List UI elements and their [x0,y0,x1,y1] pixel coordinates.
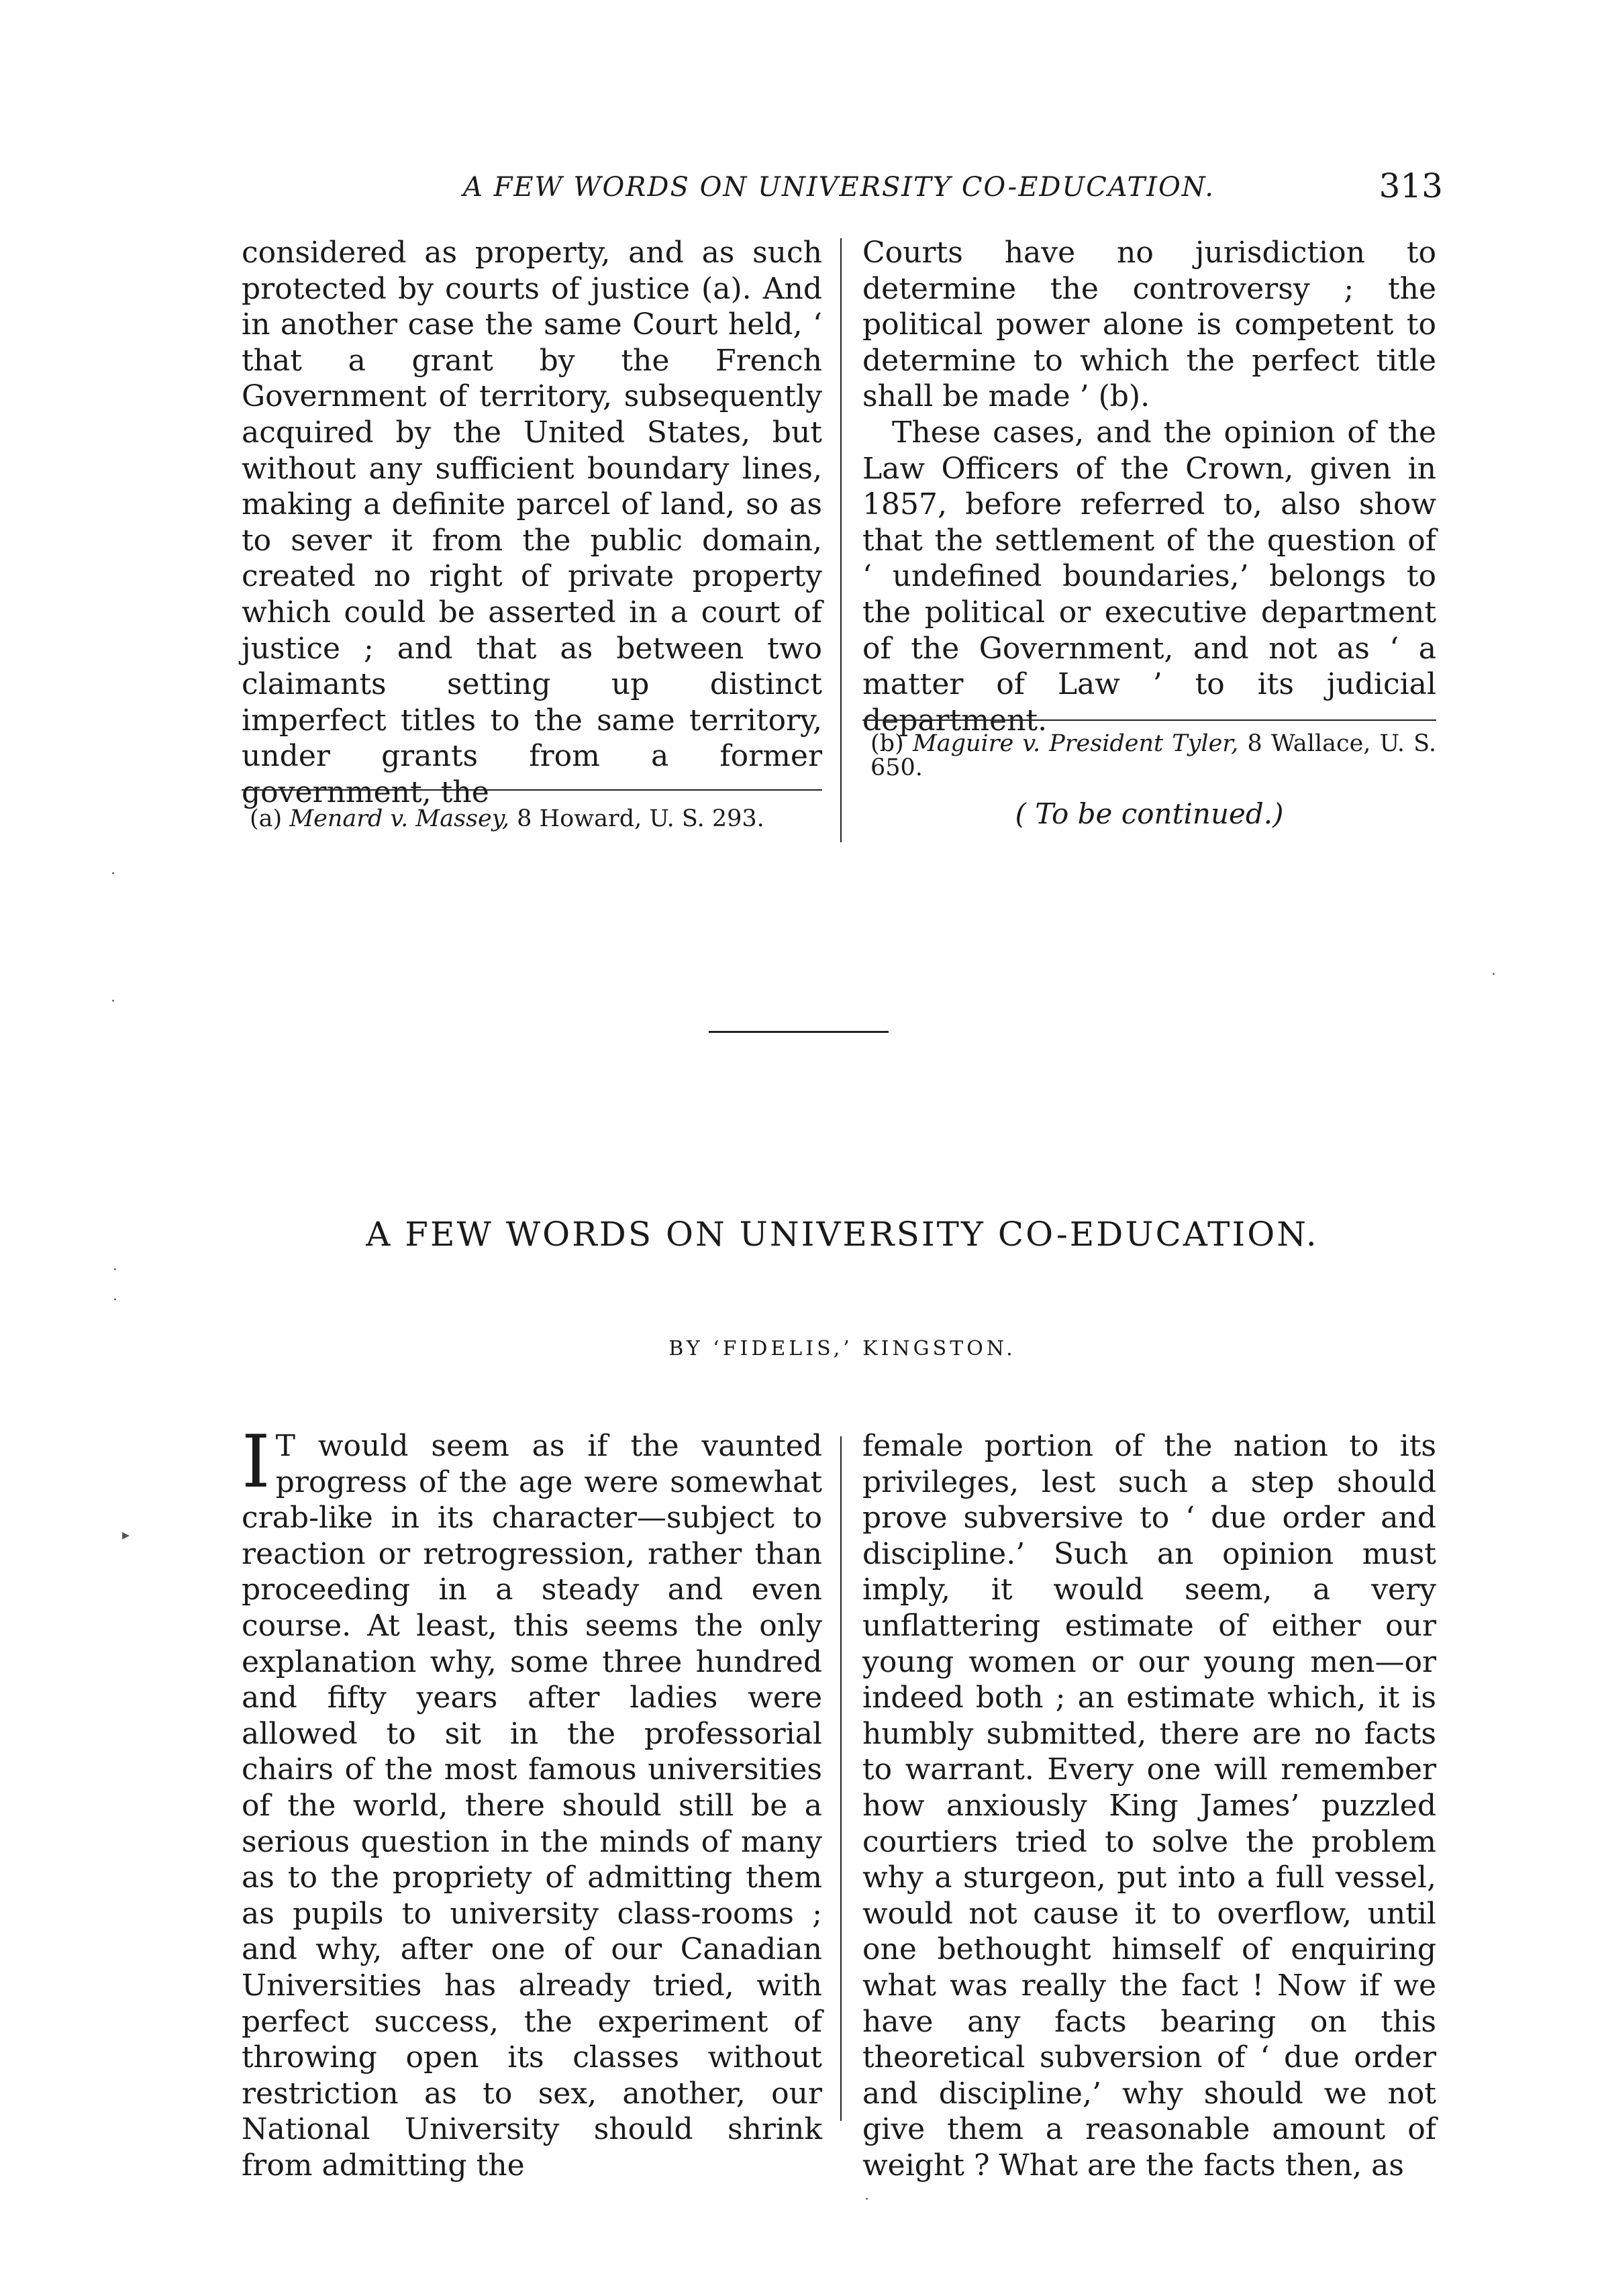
running-head [242,166,1443,213]
footnote-case: Menard v. Massey, [289,805,510,832]
left-footnote-rule [242,789,822,791]
scan-mark: ▸ [122,1527,130,1544]
prev-article-right-para-1: Courts have no jurisdiction to determine the controversy ; the political power alone is competent to determine to which the perfect title shall be made ’ (b). [862,236,1436,414]
left-footnote [250,807,822,831]
section-separator [709,1031,889,1033]
drop-cap: I [242,1420,270,1504]
prev-article-right-column [862,235,1436,738]
column-divider-bottom [840,1436,842,2121]
right-footnote-rule [862,719,1436,721]
article-title: A FEW WORDS ON UNIVERSITY CO-EDUCATION. [366,1215,1319,1254]
footnote-case: Maguire v. President Tyler, [912,730,1239,757]
scan-mark: · [111,866,115,883]
footnote-label: (b) [870,730,904,757]
prev-article-right-para-2: These cases, and the opinion of the Law Officers of the Crown, given in 1857, before referred to, also show that the settlement of the question of ‘ undefined boundaries,’ belongs to the political or executive department of the Government, and not as ‘ a matter of Law ’ to its judicial department. [862,415,1436,738]
scan-mark: · [864,2191,869,2208]
column-divider-top [840,238,842,842]
footnote-cite: 8 Wallace, U. S. 650. [870,730,1436,781]
article-right-column [862,1428,1436,2183]
scan-mark: · [113,1292,117,1309]
article-right-text: female portion of the nation to its privileges, lest such a step should prove subversive to ‘ due order and discipline.’ Such an opinion must imply, it would seem, a very unflattering estimate of either our young women or our young men—or indeed both ; an estimate which, it is humbly submitted, there are no facts to warrant. Every one will remember how anxiously King James’ puzzled courtiers tried to solve the problem why a sturgeon, put into a full vessel, would not cause it to overflow, until one bethought himself of enquiring what was really the fact ! Now if we have any facts bearing on this theoretical subversion of ‘ due order and discipline,’ why should we not give them a reasonable amount of weight ? What are the facts then, as [862,1429,1436,2183]
right-footnote [870,732,1436,780]
article-byline: BY ‘FIDELIS,’ KINGSTON. [668,1337,1016,1360]
scan-mark: · [1491,966,1496,983]
to-be-continued: ( To be continued.) [1015,797,1284,830]
footnote-cite: 8 Howard, U. S. 293. [517,805,764,832]
page-number: 313 [1379,166,1443,205]
scan-mark: · [113,1262,117,1279]
article-left-column [242,1420,822,2183]
scan-mark: · [111,993,115,1010]
footnote-label: (a) [250,805,283,832]
prev-article-left-column [242,235,822,809]
running-title: A FEW WORDS ON UNIVERSITY CO-EDUCATION. [463,172,1215,203]
article-left-text: T would seem as if the vaunted progress of the age were somewhat crab-like in its character—subject to reaction or retrogression, rather than proceeding in a steady and even course. At least, this seems the only explanation why, some three hundred and fifty years after ladies were allowed to sit in the professorial chairs of the most famous universities of the world, there should still be a serious question in the minds of many as to the propriety of admitting them as pupils to university class-rooms ; and why, after one of our Canadian Universities has already tried, with perfect success, the experiment of throwing open its classes without restriction as to sex, another, our National University should shrink from admitting the [242,1429,822,2183]
prev-article-left-text: considered as property, and as such protected by courts of justice (a). And in another case the same Court held, ‘ that a grant by the French Government of territory, subsequently acquired by the United States, but without any sufficient boundary lines, making a definite parcel of land, so as to sever it from the public domain, created no right of private property which could be asserted in a court of justice ; and that as between two claimants setting up distinct imperfect titles to the same territory, under grants from a former government, the [242,236,822,809]
